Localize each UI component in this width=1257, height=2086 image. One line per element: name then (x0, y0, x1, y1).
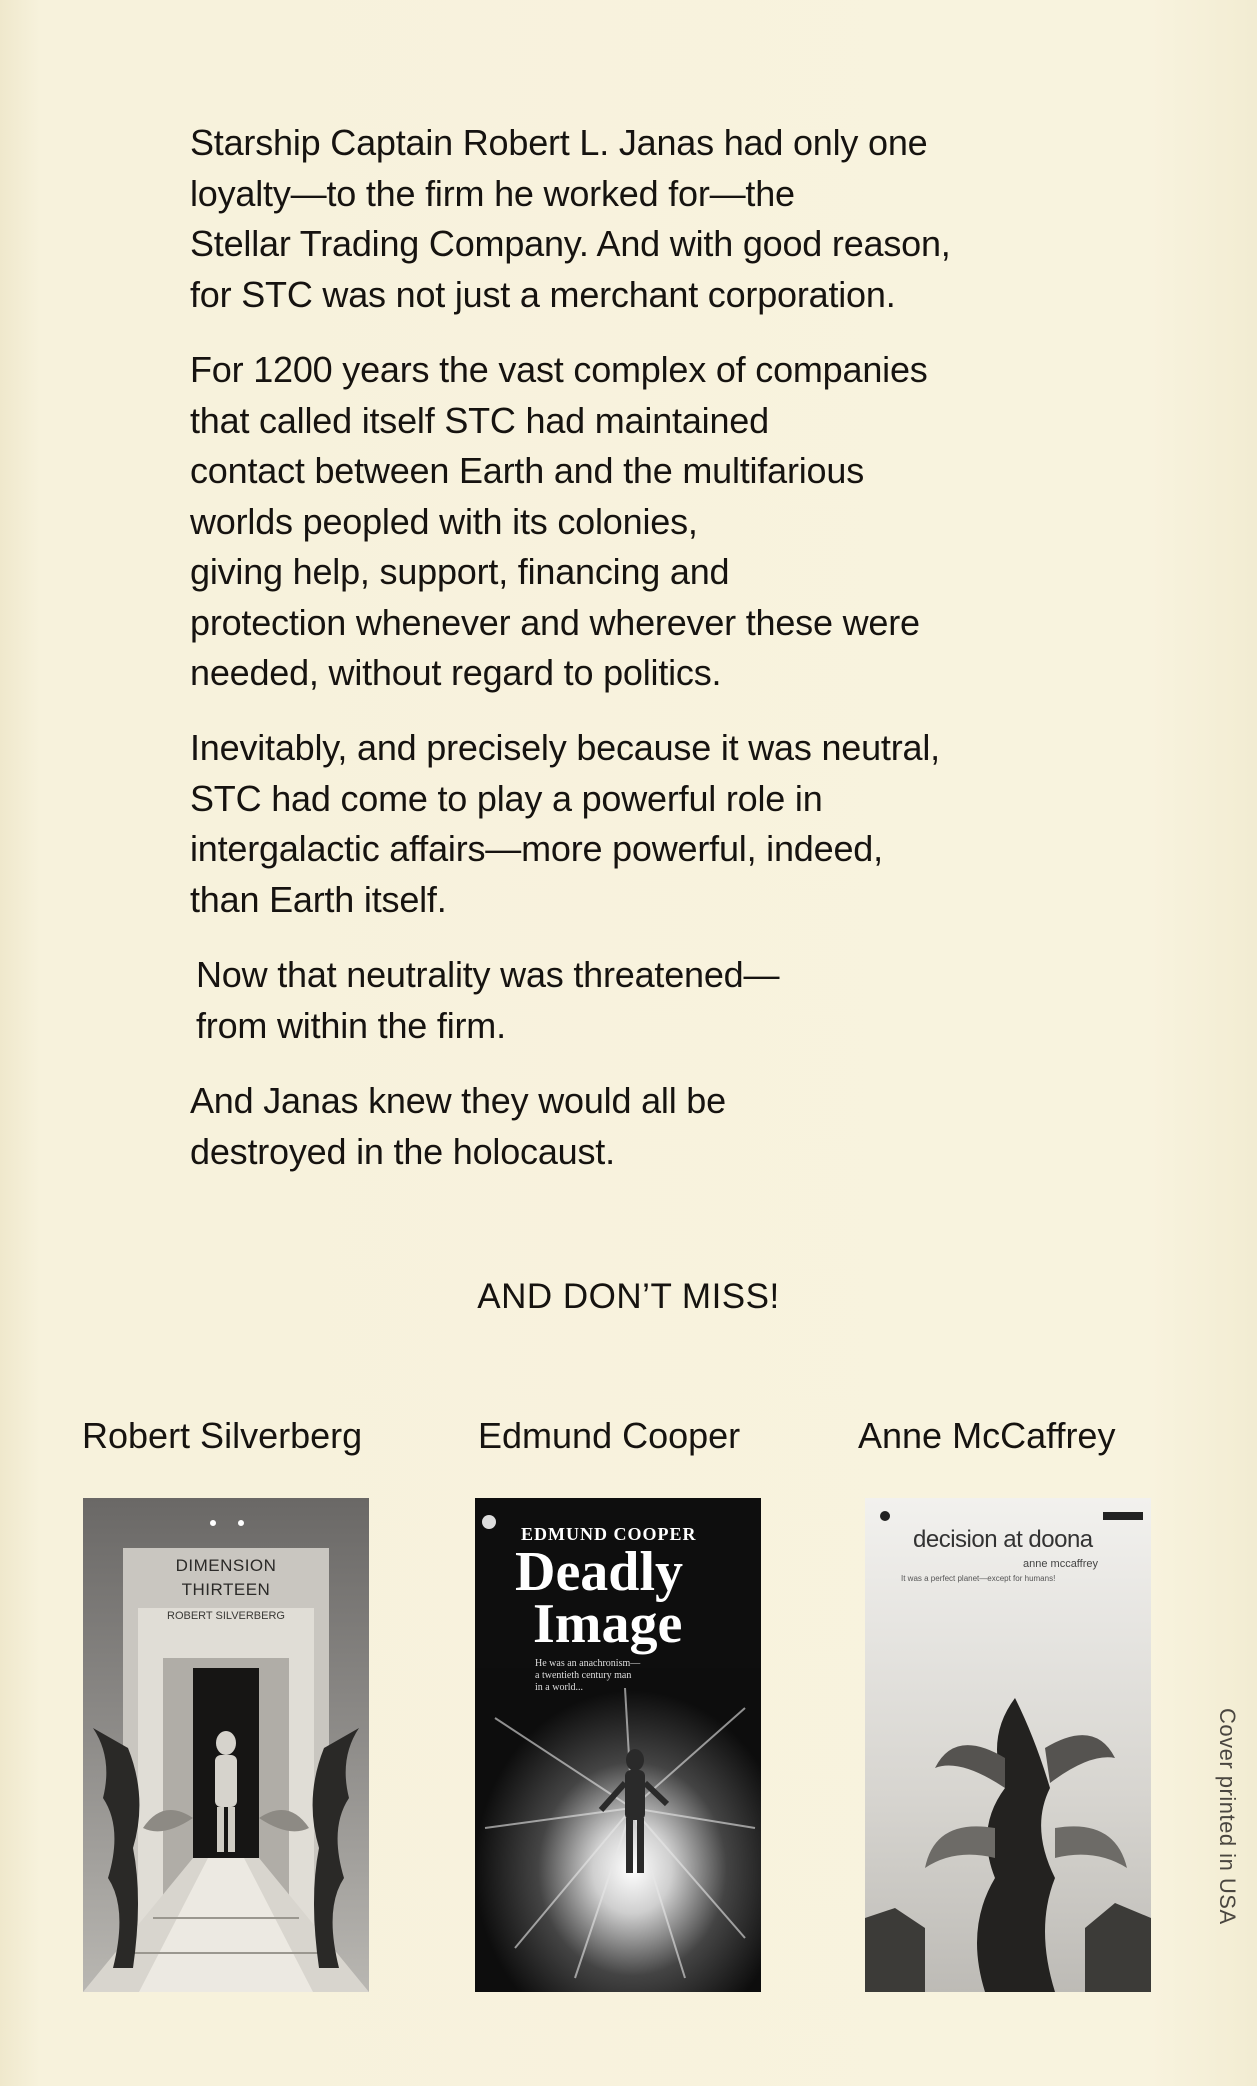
book-cover-dimension-thirteen (83, 1498, 369, 1992)
cover-title-line1: Deadly (515, 1541, 683, 1603)
cover-title-line1: DIMENSION (175, 1556, 277, 1575)
blurb-line: from within the firm. (196, 1004, 506, 1046)
blurb-line: Starship Captain Robert L. Janas had only one (190, 122, 928, 163)
blurb-line: protection whenever and wherever these were (190, 601, 920, 643)
blurb-line: STC had come to play a powerful role in (190, 777, 823, 819)
cover-tagline-1: He was an anachronism— (535, 1658, 641, 1669)
cover-author: ROBERT SILVERBERG (167, 1610, 285, 1622)
cover-author: anne mccaffrey (1023, 1558, 1099, 1570)
promo-heading: AND DON’T MISS! (477, 1277, 780, 1316)
blurb-line: that called itself STC had maintained (190, 399, 769, 441)
cover-tagline-2: a twentieth century man (535, 1670, 632, 1681)
blurb-line: for STC was not just a merchant corporation. (190, 273, 896, 315)
alien-plant-illustration (865, 1498, 1151, 1992)
blurb-paragraph-5 (190, 1076, 1090, 1177)
blurb-line: Inevitably, and precisely because it was neutral, (190, 727, 940, 768)
blurb-line: contact between Earth and the multifarious (190, 450, 865, 491)
blurb-line: For 1200 years the vast complex of companies (190, 349, 928, 390)
book-cover-decision-at-doona (865, 1498, 1151, 1992)
blurb-line: needed, without regard to politics. (190, 652, 722, 693)
cover-title-line2: THIRTEEN (181, 1580, 271, 1599)
cover-title-line2: Image (533, 1593, 683, 1655)
blurb-line: intergalactic affairs—more powerful, indeed, (190, 828, 883, 869)
blurb-paragraph-3 (190, 723, 1090, 925)
cover-tagline-3: in a world... (535, 1682, 584, 1693)
blurb-line: giving help, support, financing and (190, 551, 730, 592)
book-cover-deadly-image (475, 1498, 761, 1992)
book-author-silverberg: Robert Silverberg (82, 1415, 363, 1456)
blurb-line: And Janas knew they would all be (190, 1080, 726, 1121)
blurb-paragraph-4 (196, 950, 1096, 1051)
cover-title: decision at doona (913, 1526, 1093, 1553)
cover-author: EDMUND COOPER (521, 1524, 697, 1544)
blurb-paragraph-1 (190, 118, 1090, 320)
blurb-line: Stellar Trading Company. And with good reason, (190, 223, 951, 264)
blurb-paragraph-2 (190, 345, 1090, 699)
book-author-cooper: Edmund Cooper (478, 1415, 741, 1456)
blurb-line: destroyed in the holocaust. (190, 1130, 615, 1172)
cover-tagline: It was a perfect planet—except for humans! (901, 1574, 1056, 1583)
blurb-line: worlds peopled with its colonies, (190, 500, 698, 542)
printing-note: Cover printed in USA (1215, 1708, 1240, 1925)
book-author-mccaffrey: Anne McCaffrey (858, 1415, 1116, 1456)
blurb-line: than Earth itself. (190, 878, 447, 920)
blurb-line: Now that neutrality was threatened— (196, 954, 780, 995)
blurb-line: loyalty—to the firm he worked for—the (190, 172, 795, 214)
